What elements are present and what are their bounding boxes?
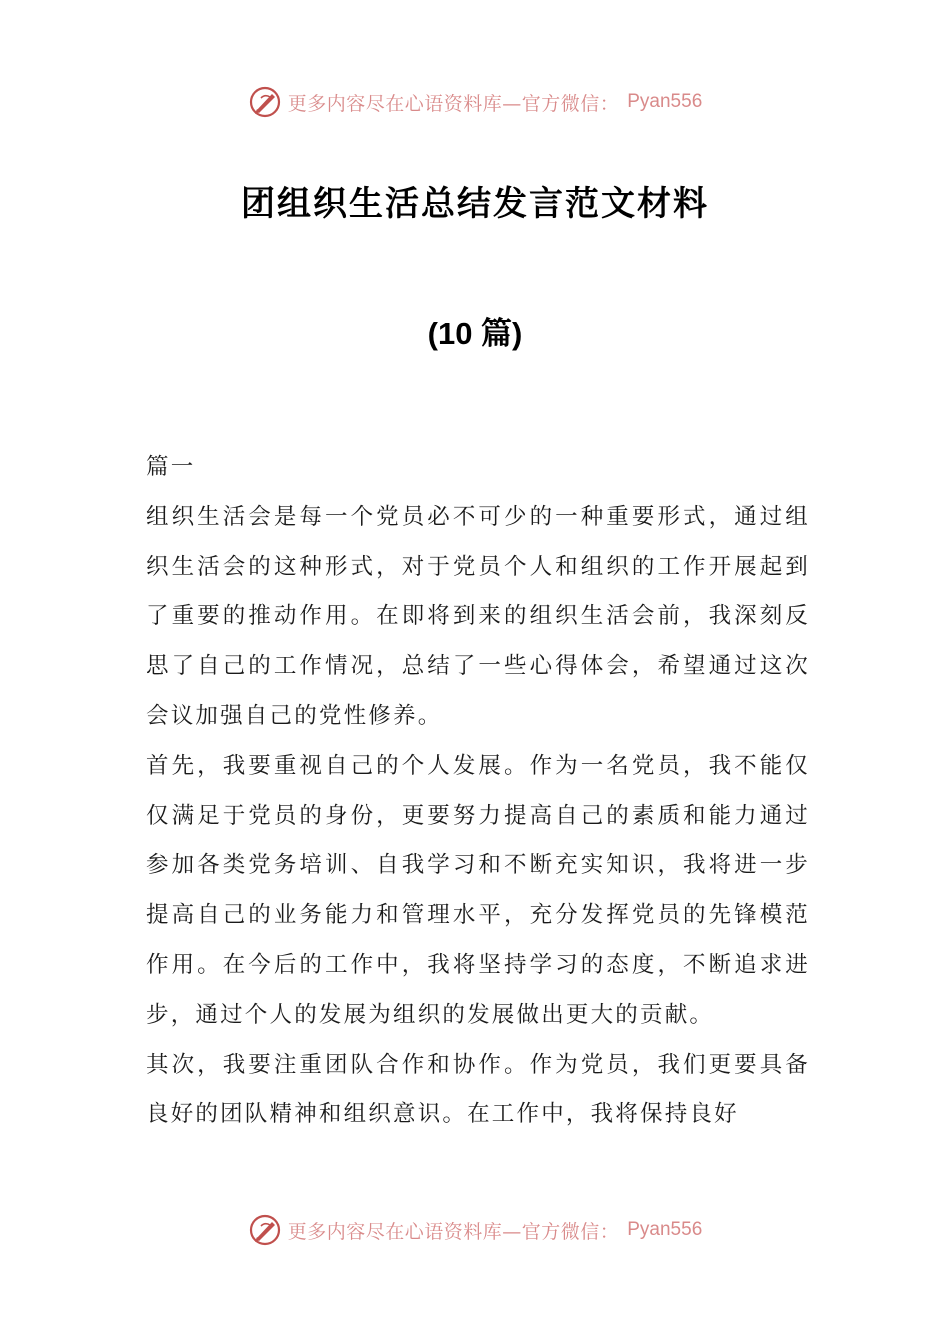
footer-watermark <box>0 1210 950 1250</box>
pen-logo-icon <box>248 1213 282 1247</box>
watermark-wechat-id: Pyan556 <box>627 91 703 112</box>
header-watermark <box>0 82 950 122</box>
document-subtitle: (10 篇) <box>427 316 523 351</box>
watermark-text: 更多内容尽在心语资料库—官方微信： <box>287 1220 620 1243</box>
body-paragraph: 组织生活会是每一个党员必不可少的一种重要形式，通过组织生活会的这种形式，对于党员个人和组织的工作开展起到了重要的推动作用。在即将到来的组织生活会前，我深刻反思了自己的工作情况，总结了一些心得体会，希望通过这次会议加强自己的党性修养。 <box>146 503 810 729</box>
body-paragraph: 首先，我要重视自己的个人发展。作为一名党员，我不能仅仅满足于党员的身份，更要努力提高自己的素质和能力通过参加各类党务培训、自我学习和不断充实知识，我将进一步提高自己的业务能力和管理水平，充分发挥党员的先锋模范作用。在今后的工作中，我将坚持学习的态度，不断追求进步，通过个人的发展为组织的发展做出更大的贡献。 <box>146 752 810 1028</box>
watermark-text: 更多内容尽在心语资料库—官方微信： <box>287 92 620 115</box>
pen-logo-icon <box>248 85 282 119</box>
document-body <box>146 443 810 1140</box>
body-paragraph: 其次，我要注重团队合作和协作。作为党员，我们更要具备良好的团队精神和组织意识。在工作中，我将保持良好 <box>146 1051 810 1128</box>
document-title: 团组织生活总结发言范文材料 <box>241 184 709 224</box>
section-label: 篇一 <box>146 454 196 480</box>
watermark-wechat-id: Pyan556 <box>627 1219 703 1240</box>
